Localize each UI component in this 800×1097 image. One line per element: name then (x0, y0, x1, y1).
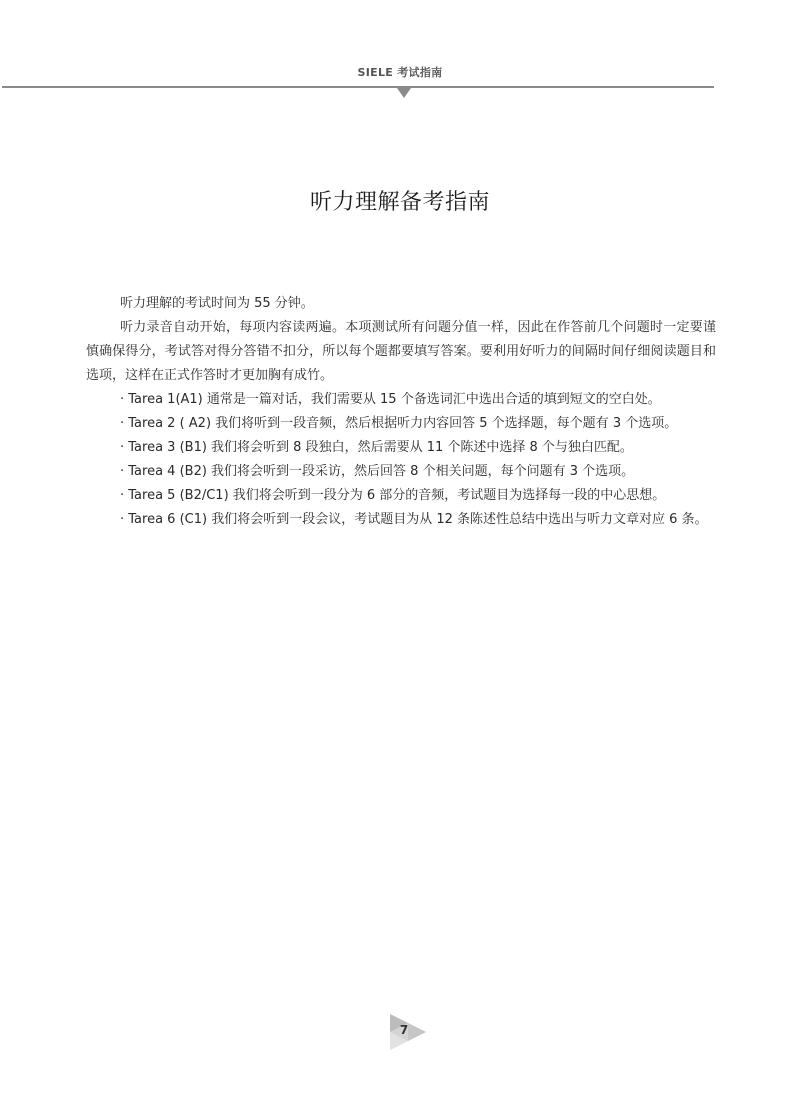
header-rule (2, 86, 714, 88)
body-text (86, 292, 716, 532)
paragraph-tarea-4: · Tarea 4 (B2) 我们将会听到一段采访，然后回答 8 个相关问题，每个问题有 3 个选项。 (120, 464, 635, 479)
paragraph-tarea-6: · Tarea 6 (C1) 我们将会听到一段会议，考试题目为从 12 条陈述性总结中选出与听力文章对应 6 条。 (120, 512, 708, 527)
page-number-badge (384, 1012, 428, 1052)
page-title: 听力理解备考指南 (309, 190, 490, 215)
paragraph-exam-duration: 听力理解的考试时间为 55 分钟。 (120, 296, 314, 311)
running-header: SIELE 考试指南 (357, 66, 443, 79)
page-number: 7 (399, 1023, 409, 1037)
paragraph-tarea-5: · Tarea 5 (B2/C1) 我们将会听到一段分为 6 部分的音频，考试题目为选择每一段的中心思想。 (120, 488, 666, 503)
paragraph-tarea-1: · Tarea 1(A1) 通常是一篇对话，我们需要从 15 个备选词汇中选出合适的填到短文的空白处。 (120, 392, 661, 407)
header-triangle-marker (397, 88, 411, 98)
paragraph-tarea-3: · Tarea 3 (B1) 我们将会听到 8 段独白，然后需要从 11 个陈述中选择 8 个与独白匹配。 (120, 440, 633, 455)
paragraph-tarea-2: · Tarea 2 ( A2) 我们将听到一段音频，然后根据听力内容回答 5 个选择题，每个题有 3 个选项。 (120, 416, 678, 431)
paragraph-instructions: 听力录音自动开始，每项内容读两遍。本项测试所有问题分值一样，因此在作答前几个问题时一定要谨慎确保得分，考试答对得分答错不扣分，所以每个题都要填写答案。要利用好听力的间隔时间仔细阅读题目和选项，这样在正式作答时才更加胸有成竹。 (86, 320, 716, 383)
